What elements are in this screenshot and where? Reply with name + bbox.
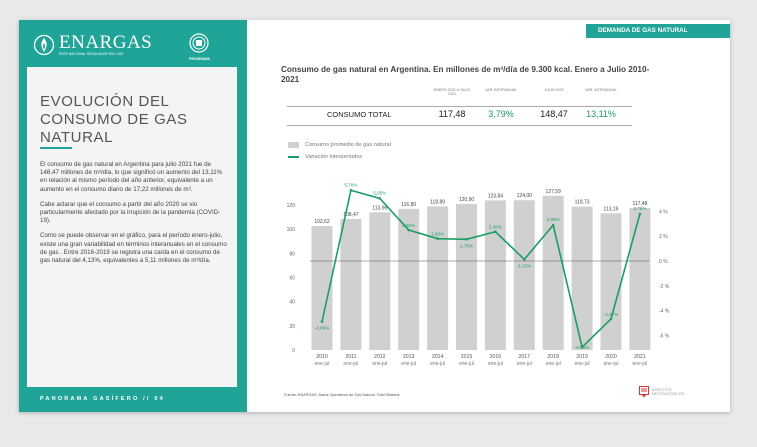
bar-value-label: 124,00 xyxy=(516,193,532,200)
variation-value-label: 0,13% xyxy=(517,263,531,269)
x-tick-label: 2021 xyxy=(634,354,646,360)
summary-value: 148,47 xyxy=(540,109,568,119)
variation-value-label: 2,89% xyxy=(546,217,560,223)
bar xyxy=(629,208,650,350)
legend-label: Variación interperíodos xyxy=(305,154,363,160)
x-tick-label: 2018 xyxy=(547,354,559,360)
body-paragraph: Cabe aclarar que el consumo a partir del año 2020 se vio particularmente afectado por la irrupción de la pandemia (COVID-19). xyxy=(40,200,221,225)
x-tick-label: 2014 xyxy=(431,354,444,360)
bar xyxy=(340,219,361,350)
x-tick-label: 2017 xyxy=(518,354,531,360)
x-tick-label: 2019 xyxy=(576,354,588,360)
bar xyxy=(514,200,535,350)
footer-label: PANORAMA GASÍFERO // 04 xyxy=(40,396,165,402)
variation-point xyxy=(436,237,439,240)
variation-point xyxy=(465,238,468,241)
y-left-tick-label: 0 xyxy=(292,348,295,354)
document-icon xyxy=(639,386,649,398)
bar-value-label: 108,47 xyxy=(343,211,359,218)
x-tick-label: 2015 xyxy=(460,354,473,360)
variation-point xyxy=(407,229,410,232)
bar-value-label: 127,59 xyxy=(545,188,561,195)
y-left-tick-label: 40 xyxy=(289,299,295,306)
x-tick-sublabel: ene-jul xyxy=(343,361,359,367)
bar-value-label: 118,73 xyxy=(574,199,590,206)
variation-value-label: 5,05% xyxy=(373,190,387,196)
variation-value-label: 5,70% xyxy=(344,182,358,188)
x-tick-sublabel: ene-jul xyxy=(516,361,532,367)
variation-point xyxy=(523,258,526,261)
summary-header: JULIO 2020 xyxy=(544,88,564,92)
bar-value-label: 120,90 xyxy=(458,196,475,203)
variation-point xyxy=(639,213,642,216)
y-left-tick-label: 20 xyxy=(289,323,295,330)
variation-point xyxy=(494,230,497,233)
variation-point xyxy=(379,197,382,200)
summary-value: 117,48 xyxy=(438,109,466,119)
y-right-tick-label: -4 % xyxy=(659,308,670,315)
page-title: EVOLUCIÓN DEL CONSUMO DE GAS NATURAL xyxy=(40,93,188,146)
x-tick-sublabel: ene-jul xyxy=(458,361,475,367)
bar xyxy=(485,200,506,350)
slide xyxy=(19,20,730,412)
legend-label: Consumo promedio de gas natural xyxy=(305,142,391,148)
x-tick-label: 2012 xyxy=(374,354,386,360)
x-tick-label: 2013 xyxy=(402,354,415,360)
summary-value: 13,11% xyxy=(586,109,616,119)
bar-value-label: 117,48 xyxy=(632,201,648,208)
variation-value-label: -4,67% xyxy=(603,311,619,317)
variation-point xyxy=(610,318,613,321)
x-tick-label: 2010 xyxy=(316,354,328,360)
variation-value-label: 1,80% xyxy=(431,231,445,237)
y-left-tick-label: 80 xyxy=(289,251,295,258)
summary-header: VAR. INTERANUAL xyxy=(485,88,517,92)
x-tick-sublabel: ene-jul xyxy=(314,361,330,367)
bar xyxy=(601,213,622,350)
variation-point xyxy=(321,320,324,323)
methodology-label: ASPECTOS METODOLÓGICOS xyxy=(652,387,685,396)
methodology-link[interactable] xyxy=(639,386,692,398)
y-left-tick-label: 100 xyxy=(286,227,295,234)
x-tick-sublabel: ene-jul xyxy=(545,361,561,367)
y-right-tick-label: 4 % xyxy=(659,209,668,216)
x-tick-sublabel: ene-jul xyxy=(632,361,648,367)
bar xyxy=(456,204,477,350)
summary-header: ENERO 2021 A JULIO 2021 xyxy=(434,88,470,97)
summary-label: CONSUMO TOTAL xyxy=(327,110,392,119)
y-right-tick-label: 2 % xyxy=(659,234,668,241)
x-tick-sublabel: ene-jul xyxy=(574,361,590,367)
x-tick-sublabel: ene-jul xyxy=(487,361,503,367)
summary-header: VAR. INTERANUAL xyxy=(585,88,617,92)
y-right-tick-label: -2 % xyxy=(659,283,670,290)
bar-value-label: 116,80 xyxy=(401,201,417,208)
bar xyxy=(369,212,390,350)
brand-name: ENARGAS xyxy=(59,32,153,53)
variation-value-label: 2,50% xyxy=(402,223,416,228)
body-paragraph: Como se puede observar en el gráfico, para el período enero-julio, existe una gran variabilidad en términos interanuales en el consumo de gas . Entre 2016-2019 se registra una caída en el consumo de gas natural del 4,13%, equivalentes a 5,11 millones de m³/día. xyxy=(40,232,227,265)
x-tick-label: 2011 xyxy=(345,354,357,360)
consumption-chart xyxy=(19,20,730,412)
variation-point xyxy=(350,189,353,192)
seal-label: PROGRAMA xyxy=(189,57,210,61)
variation-value-label: 2,36% xyxy=(488,224,502,230)
x-tick-sublabel: ene-jul xyxy=(430,361,446,367)
variation-value-label: 3,79% xyxy=(633,206,647,212)
variation-value-label: 1,75% xyxy=(459,243,474,249)
brand-subtitle: ENTE NACIONAL REGULADOR DEL GAS xyxy=(59,52,124,56)
variation-value-label: -4,89% xyxy=(314,325,330,331)
bar xyxy=(572,207,593,350)
section-tag: DEMANDA DE GAS NATURAL xyxy=(586,24,730,38)
x-tick-sublabel: ene-jul xyxy=(372,361,388,367)
bar xyxy=(427,206,448,350)
chart-title: Consumo de gas natural en Argentina. En millones de m³/día de 9.300 kcal. Enero a Julio 2010-2021 xyxy=(281,65,650,84)
y-left-tick-label: 120 xyxy=(286,203,295,210)
bar-value-label: 102,62 xyxy=(314,219,330,226)
x-tick-label: 2016 xyxy=(489,354,502,360)
y-left-tick-label: 60 xyxy=(289,275,295,282)
y-right-tick-label: -6 % xyxy=(659,333,670,340)
x-tick-sublabel: ene-jul xyxy=(603,361,619,367)
x-tick-label: 2020 xyxy=(605,354,617,360)
bar-value-label: 113,96 xyxy=(372,205,388,212)
bar-value-label: 118,89 xyxy=(430,199,446,206)
y-right-tick-label: 0 % xyxy=(659,259,668,265)
source-note: Fuente: ENARGAS, Datos Operativos de Gas Natural. Total Sistema. xyxy=(284,393,401,397)
bar-value-label: 123,84 xyxy=(487,193,504,200)
x-tick-sublabel: ene-jul xyxy=(401,361,417,367)
body-paragraph: El consumo de gas natural en Argentina para julio 2021 fue de 148,47 millones de m³/día, lo que significó un aumento del 13,11% en relación al mismo período del año anterior, equivalente a un aumento en el consumo diario de 17,22 millones de m³. xyxy=(40,161,223,193)
variation-point xyxy=(552,224,555,227)
variation-value-label: -6,95% xyxy=(574,345,590,351)
bar-value-label: 113,19 xyxy=(603,206,619,213)
summary-value: 3,79% xyxy=(488,109,514,119)
